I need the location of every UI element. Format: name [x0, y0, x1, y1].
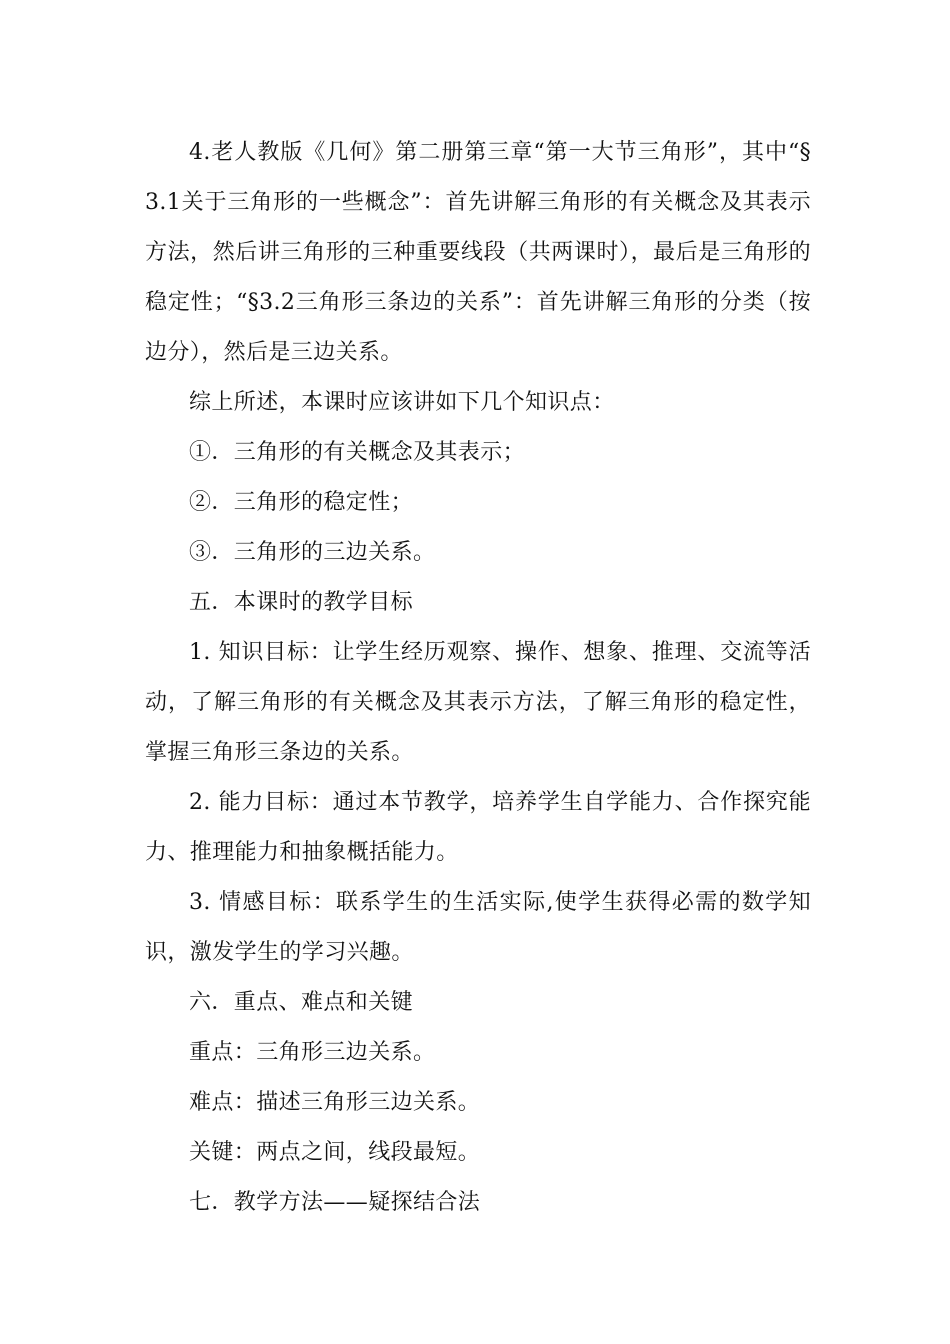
paragraph-textbook-structure: 4.老人教版《几何》第二册第三章“第一大节三角形”，其中“§3.1关于三角形的一些概念”：首先讲解三角形的有关概念及其表示方法，然后讲三角形的三种重要线段（共两课时），最后是三角形的稳定性；“§3.2三角形三条边的关系”：首先讲解三角形的分类（按边分），然后是三边关系。: [145, 140, 811, 365]
list-item-knowledge-3: ③．三角形的三边关系。: [189, 540, 436, 565]
paragraph-difficulty: 难点：描述三角形三边关系。: [189, 1090, 481, 1115]
document-body: [145, 128, 811, 1228]
paragraph-knowledge-goal: 1. 知识目标：让学生经历观察、操作、想象、推理、交流等活动，了解三角形的有关概念及其表示方法，了解三角形的稳定性，掌握三角形三条边的关系。: [145, 640, 811, 765]
paragraph-summary: 综上所述，本课时应该讲如下几个知识点：: [189, 390, 615, 415]
paragraph-ability-goal: 2. 能力目标：通过本节教学，培养学生自学能力、合作探究能力、推理能力和抽象概括能力。: [145, 790, 811, 865]
section-heading-goals: 五．本课时的教学目标: [189, 590, 414, 615]
list-item-knowledge-1: ①．三角形的有关概念及其表示；: [189, 440, 526, 465]
paragraph-emotion-goal: 3. 情感目标：联系学生的生活实际,使学生获得必需的数学知识，激发学生的学习兴趣。: [145, 890, 811, 965]
list-item-knowledge-2: ②．三角形的稳定性；: [189, 490, 414, 515]
paragraph-key: 关键：两点之间，线段最短。: [189, 1140, 481, 1165]
section-heading-method: 七．教学方法——疑探结合法: [189, 1190, 481, 1215]
section-heading-key-points: 六．重点、难点和关键: [189, 990, 414, 1015]
paragraph-key-point: 重点：三角形三边关系。: [189, 1040, 436, 1065]
